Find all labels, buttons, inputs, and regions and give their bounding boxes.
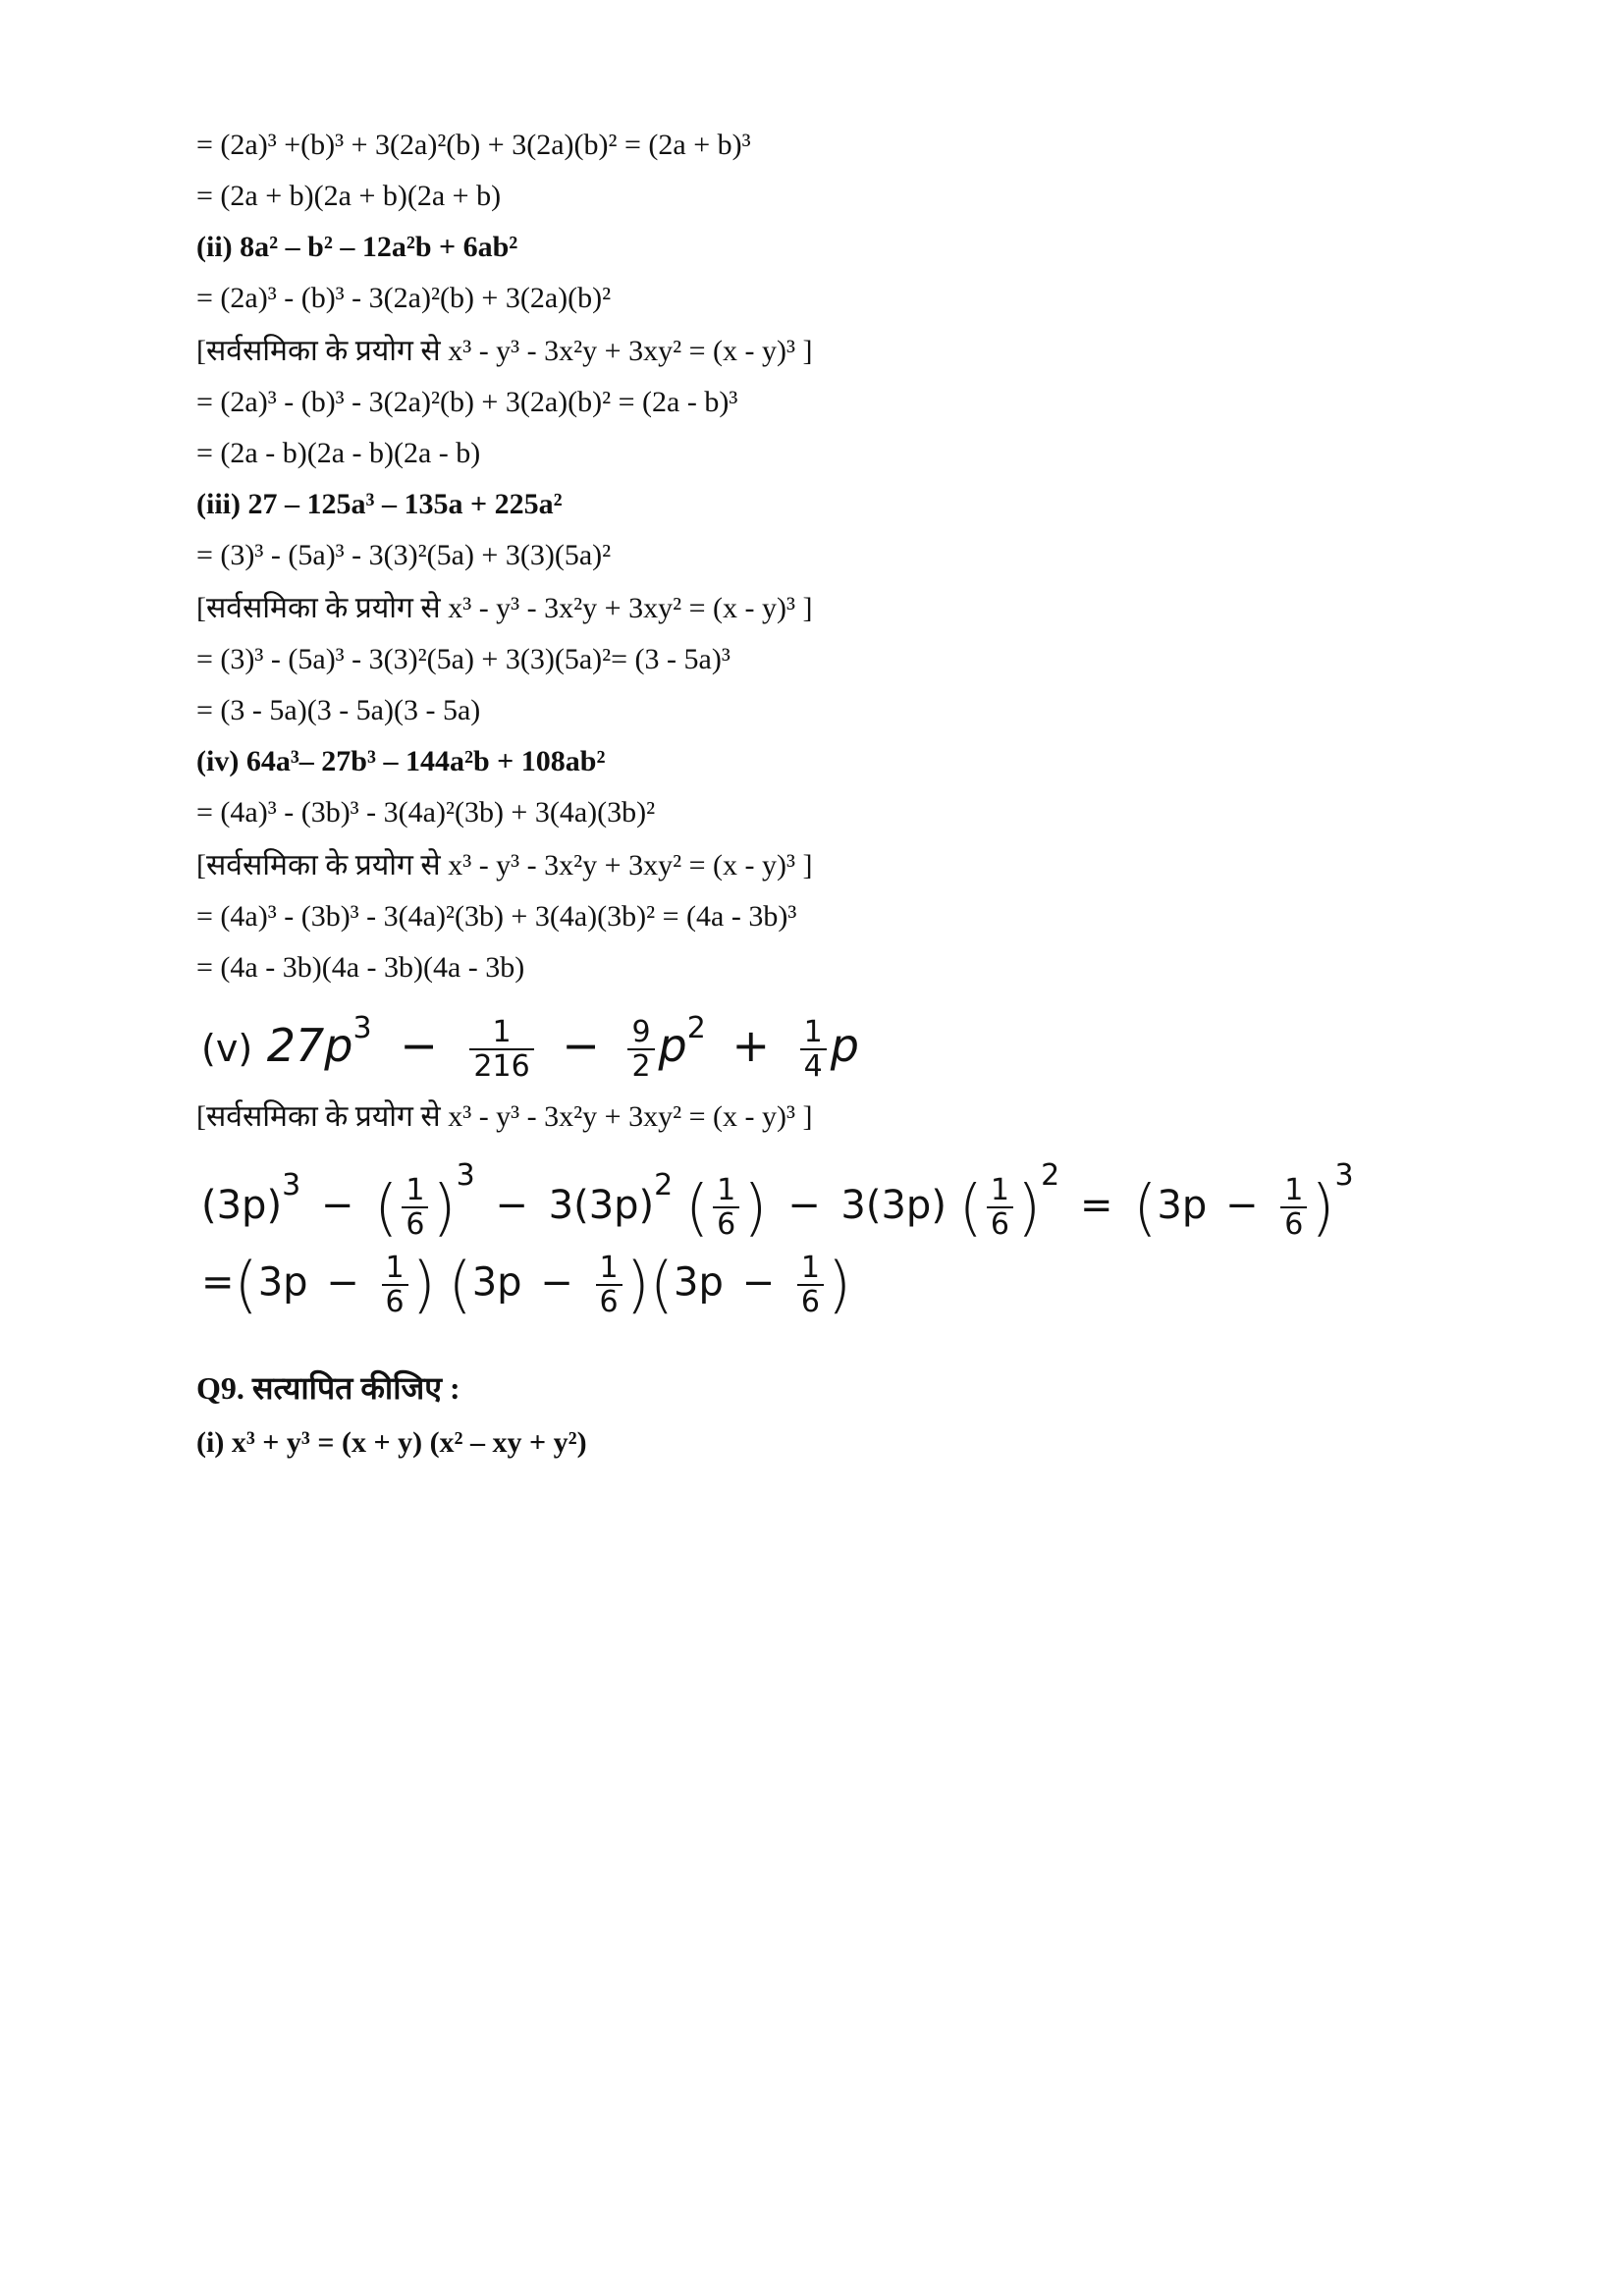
paren: ( (1133, 1171, 1158, 1244)
numerator: 1 (800, 1016, 827, 1050)
term: 3p (674, 1259, 724, 1306)
step-line: = (2a)³ - (b)³ - 3(2a)²(b) + 3(2a)(b)² (196, 282, 612, 314)
fraction (797, 1252, 824, 1318)
term: (3p) (201, 1183, 283, 1228)
operator: = (201, 1259, 235, 1306)
numerator: 1 (469, 1016, 533, 1050)
operator: + (731, 1019, 771, 1072)
operator: − (326, 1259, 359, 1306)
step-line: = (2a)³ - (b)³ - 3(2a)²(b) + 3(2a)(b)² = (2a - b)³ (196, 386, 738, 418)
numerator: 9 (627, 1016, 654, 1050)
numerator: 1 (596, 1252, 622, 1286)
step-line: = (4a)³ - (3b)³ - 3(4a)²(3b) + 3(4a)(3b)² = (4a - 3b)³ (196, 900, 797, 933)
exponent: 2 (654, 1168, 674, 1202)
paren: ( (684, 1171, 710, 1244)
exponent: 3 (282, 1168, 301, 1202)
fraction (627, 1016, 654, 1083)
subquestion-heading: (i) x³ + y³ = (x + y) (x² – xy + y²) (196, 1426, 587, 1459)
operator: − (741, 1259, 776, 1306)
term: 3(3p) (840, 1183, 947, 1228)
term: 3p (257, 1259, 308, 1306)
numerator: 1 (382, 1252, 408, 1286)
paren: ( (234, 1249, 258, 1320)
paren: ) (743, 1171, 768, 1244)
term: 3p (1157, 1183, 1208, 1228)
paren: ) (827, 1249, 852, 1320)
numerator: 1 (713, 1174, 739, 1208)
subquestion-label: (v) (201, 1027, 253, 1070)
paren: ) (432, 1171, 457, 1244)
subquestion-heading: (iii) 27 – 125a³ – 135a + 225a² (196, 488, 563, 520)
numerator: 1 (797, 1252, 824, 1286)
paren: ) (1311, 1171, 1335, 1244)
operator: − (1224, 1183, 1259, 1228)
term: p (830, 1019, 859, 1072)
denominator: 6 (406, 1207, 425, 1242)
term: p (658, 1019, 687, 1072)
denominator: 6 (599, 1284, 619, 1319)
paren: ( (958, 1171, 983, 1244)
denominator: 216 (473, 1048, 530, 1084)
product-line (201, 1249, 851, 1320)
paren: ( (448, 1249, 472, 1320)
question-heading: Q9. सत्यापित कीजिए : (196, 1370, 460, 1406)
term: 3p (471, 1259, 522, 1306)
fraction (382, 1252, 408, 1318)
exponent: 3 (352, 1011, 372, 1045)
exponent: 2 (686, 1011, 706, 1045)
operator: − (320, 1183, 354, 1228)
fraction (402, 1174, 428, 1241)
fraction (713, 1174, 739, 1241)
operator: − (540, 1259, 573, 1306)
step-line: = (4a - 3b)(4a - 3b)(4a - 3b) (196, 951, 525, 984)
paren: ( (374, 1171, 399, 1244)
term: 27p (266, 1019, 353, 1072)
denominator: 6 (717, 1207, 736, 1242)
denominator: 4 (803, 1048, 823, 1084)
denominator: 6 (800, 1284, 820, 1319)
fraction (1280, 1174, 1307, 1241)
denominator: 6 (1284, 1207, 1304, 1242)
denominator: 2 (631, 1048, 651, 1084)
step-line: = (3 - 5a)(3 - 5a)(3 - 5a) (196, 694, 481, 726)
operator: = (1079, 1183, 1113, 1228)
fraction (987, 1174, 1013, 1241)
paren: ) (1016, 1171, 1042, 1244)
fraction (800, 1016, 827, 1083)
step-line: = (3)³ - (5a)³ - 3(3)²(5a) + 3(3)(5a)²= (3 - 5a)³ (196, 643, 730, 675)
subquestion-v-expression (201, 1011, 859, 1083)
step-line: = (4a)³ - (3b)³ - 3(4a)²(3b) + 3(4a)(3b)² (196, 796, 656, 828)
numerator: 1 (402, 1174, 428, 1208)
exponent: 2 (1041, 1158, 1060, 1193)
operator: − (400, 1019, 438, 1072)
step-line: = (3)³ - (5a)³ - 3(3)²(5a) + 3(3)(5a)² (196, 539, 612, 571)
paren: ) (411, 1249, 436, 1320)
step-line: = (2a - b)(2a - b)(2a - b) (196, 437, 481, 469)
numerator: 1 (987, 1174, 1013, 1208)
fraction (469, 1016, 533, 1083)
identity-note: [सर्वसमिका के प्रयोग से x³ - y³ - 3x²y + 3xy² = (x - y)³ ] (196, 849, 813, 881)
identity-note: [सर्वसमिका के प्रयोग से x³ - y³ - 3x²y + 3xy² = (x - y)³ ] (196, 592, 813, 624)
subquestion-heading: (ii) 8a² – b² – 12a²b + 6ab² (196, 231, 518, 263)
fraction (596, 1252, 622, 1318)
numerator: 1 (1280, 1174, 1307, 1208)
paren: ( (649, 1249, 675, 1320)
denominator: 6 (990, 1207, 1009, 1242)
expansion-line (201, 1158, 1354, 1244)
step-line: = (2a)³ +(b)³ + 3(2a)²(b) + 3(2a)(b)² = (2a + b)³ (196, 129, 751, 161)
denominator: 6 (385, 1284, 405, 1319)
paren: ) (625, 1249, 650, 1320)
operator: − (495, 1183, 528, 1228)
exponent: 3 (1334, 1158, 1354, 1193)
exponent: 3 (456, 1158, 475, 1193)
identity-note: [सर्वसमिका के प्रयोग से x³ - y³ - 3x²y + 3xy² = (x - y)³ ] (196, 1100, 813, 1133)
operator: − (787, 1183, 821, 1228)
identity-note: [सर्वसमिका के प्रयोग से x³ - y³ - 3x²y + 3xy² = (x - y)³ ] (196, 335, 813, 367)
term: 3(3p) (548, 1183, 655, 1228)
operator: − (562, 1019, 600, 1072)
subquestion-heading: (iv) 64a³– 27b³ – 144a²b + 108ab² (196, 745, 606, 777)
step-line: = (2a + b)(2a + b)(2a + b) (196, 180, 502, 212)
